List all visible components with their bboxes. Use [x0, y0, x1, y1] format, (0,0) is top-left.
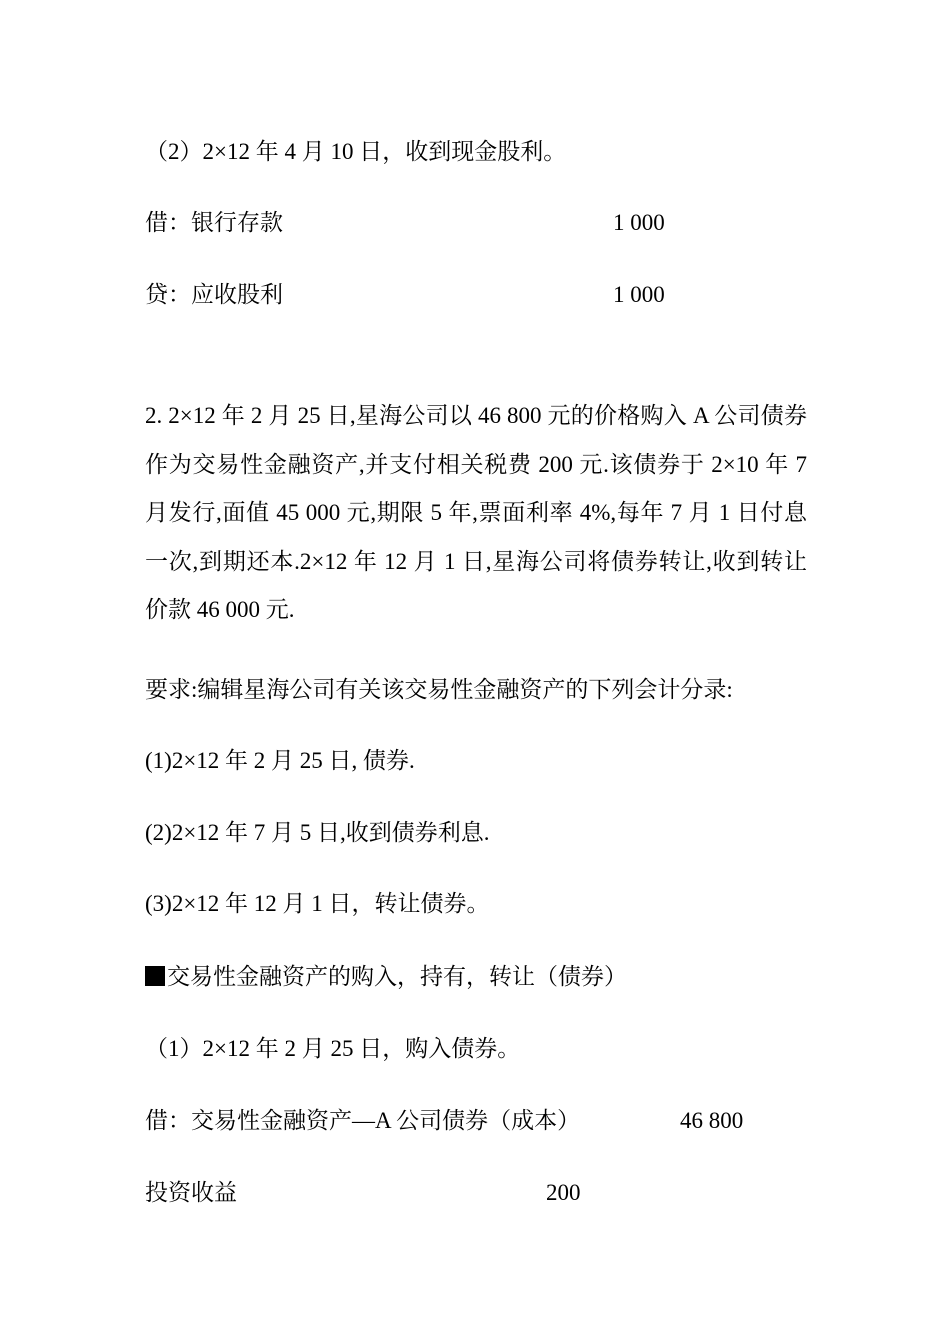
- section-title-text: 交易性金融资产的购入，持有，转让（债券）: [167, 964, 627, 989]
- debit-bank-deposit-amount: 1 000: [613, 210, 665, 235]
- requirement-item-3: (3)2×12 年 12 月 1 日，转让债券。: [145, 891, 490, 916]
- requirement-item-1: (1)2×12 年 2 月 25 日, 债券.: [145, 748, 415, 773]
- section-title: [145, 962, 627, 992]
- black-square-bullet-icon: [145, 966, 165, 986]
- step2-heading: （2）2×12 年 4 月 10 日，收到现金股利。: [145, 139, 567, 164]
- debit-bank-deposit: 借：银行存款: [145, 210, 283, 235]
- requirement-text: 要求:编辑星海公司有关该交易性金融资产的下列会计分录:: [145, 677, 733, 702]
- investment-income: 投资收益: [145, 1180, 237, 1205]
- answer-1-heading: （1）2×12 年 2 月 25 日，购入债券。: [145, 1036, 521, 1061]
- credit-dividend-receivable-amount: 1 000: [613, 282, 665, 307]
- debit-trading-financial-asset-amount: 46 800: [680, 1108, 744, 1133]
- debit-trading-financial-asset: 借：交易性金融资产—A 公司债券（成本）: [145, 1108, 581, 1133]
- question-2-paragraph: 2. 2×12 年 2 月 25 日,星海公司以 46 800 元的价格购入 A 公司债券作为交易性金融资产,并支付相关税费 200 元.该债券于 2×10 年 7 月发行,面值 45 000 元,期限 5 年,票面利率 4%,每年 7 月 1 日付息一次,到期还本.2×12 年 12 月 1 日,星海公司将债券转让,收到转让价款 46 000 元.: [145, 403, 807, 622]
- credit-dividend-receivable: 贷：应收股利: [145, 282, 283, 307]
- investment-income-amount: 200: [546, 1180, 581, 1205]
- requirement-item-2: (2)2×12 年 7 月 5 日,收到债券利息.: [145, 820, 490, 845]
